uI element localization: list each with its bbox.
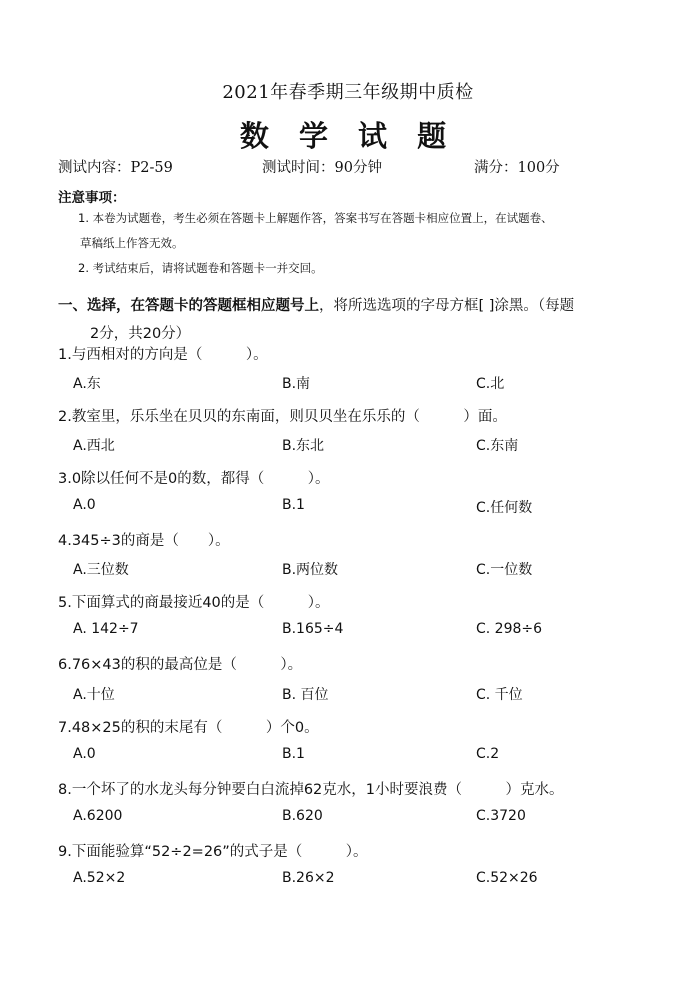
- option-b: B.两位数: [282, 562, 339, 578]
- option-b: B.620: [282, 808, 323, 824]
- note-item: 2. 考试结束后，请将试题卷和答题卡一并交回。: [78, 261, 323, 275]
- question-stem: 8.一个坏了的水龙头每分钟要白白流掉62克水，1小时要浪费（ ）克水。: [58, 782, 564, 798]
- question-stem: 2.教室里，乐乐坐在贝贝的东南面，则贝贝坐在乐乐的（ ）面。: [58, 409, 507, 425]
- option-a: A. 142÷7: [73, 621, 139, 637]
- option-c: C.52×26: [476, 870, 538, 886]
- option-a: A.东: [73, 376, 101, 392]
- option-b: B. 百位: [282, 687, 329, 703]
- section-heading-line2: 2分，共20分）: [90, 326, 191, 342]
- question-stem: 9.下面能验算“52÷2=26”的式子是（ ）。: [58, 844, 368, 860]
- option-c: C.任何数: [476, 500, 533, 516]
- option-a: A.西北: [73, 438, 115, 454]
- option-c: C. 298÷6: [476, 621, 543, 637]
- question-stem: 5.下面算式的商最接近40的是（ ）。: [58, 595, 330, 611]
- option-b: B.165÷4: [282, 621, 344, 637]
- option-b: B.1: [282, 497, 305, 513]
- option-a: A.0: [73, 497, 96, 513]
- notes-heading: 注意事项：: [58, 190, 126, 206]
- question-stem: 7.48×25的积的末尾有（ ）个0。: [58, 720, 319, 736]
- question-stem: 6.76×43的积的最高位是（ ）。: [58, 657, 303, 673]
- option-c: C. 千位: [476, 687, 523, 703]
- test-content: 测试内容：P2-59: [58, 160, 173, 176]
- option-c: C.3720: [476, 808, 526, 824]
- option-c: C.东南: [476, 438, 519, 454]
- option-b: B.26×2: [282, 870, 335, 886]
- option-a: A.52×2: [73, 870, 126, 886]
- full-score: 满分：100分: [474, 160, 560, 176]
- option-c: C.2: [476, 746, 500, 762]
- option-c: C.北: [476, 376, 505, 392]
- option-c: C.一位数: [476, 562, 533, 578]
- section-heading: [58, 292, 648, 348]
- question-stem: 4.345÷3的商是（ ）。: [58, 533, 230, 549]
- option-a: A.十位: [73, 687, 115, 703]
- section-heading-rest: ，将所选选项的字母方框[ ]涂黑。（每题: [319, 298, 575, 314]
- note-item: 草稿纸上作答无效。: [80, 236, 184, 250]
- option-b: B.南: [282, 376, 311, 392]
- option-b: B.1: [282, 746, 305, 762]
- option-b: B.东北: [282, 438, 325, 454]
- section-heading-bold: 一、选择，在答题卡的答题框相应题号上: [58, 298, 319, 314]
- test-time: 测试时间：90分钟: [262, 160, 382, 176]
- option-a: A.三位数: [73, 562, 129, 578]
- exam-subtitle: 2021年春季期三年级期中质检: [222, 82, 474, 103]
- exam-title: 数 学 试 题: [239, 119, 457, 153]
- option-a: A.6200: [73, 808, 123, 824]
- note-item: 1. 本卷为试题卷，考生必须在答题卡上解题作答，答案书写在答题卡相应位置上，在试题卷、: [78, 211, 553, 225]
- question-stem: 3.0除以任何不是0的数，都得（ ）。: [58, 471, 330, 487]
- option-a: A.0: [73, 746, 96, 762]
- question-stem: 1.与西相对的方向是（ ）。: [58, 347, 268, 363]
